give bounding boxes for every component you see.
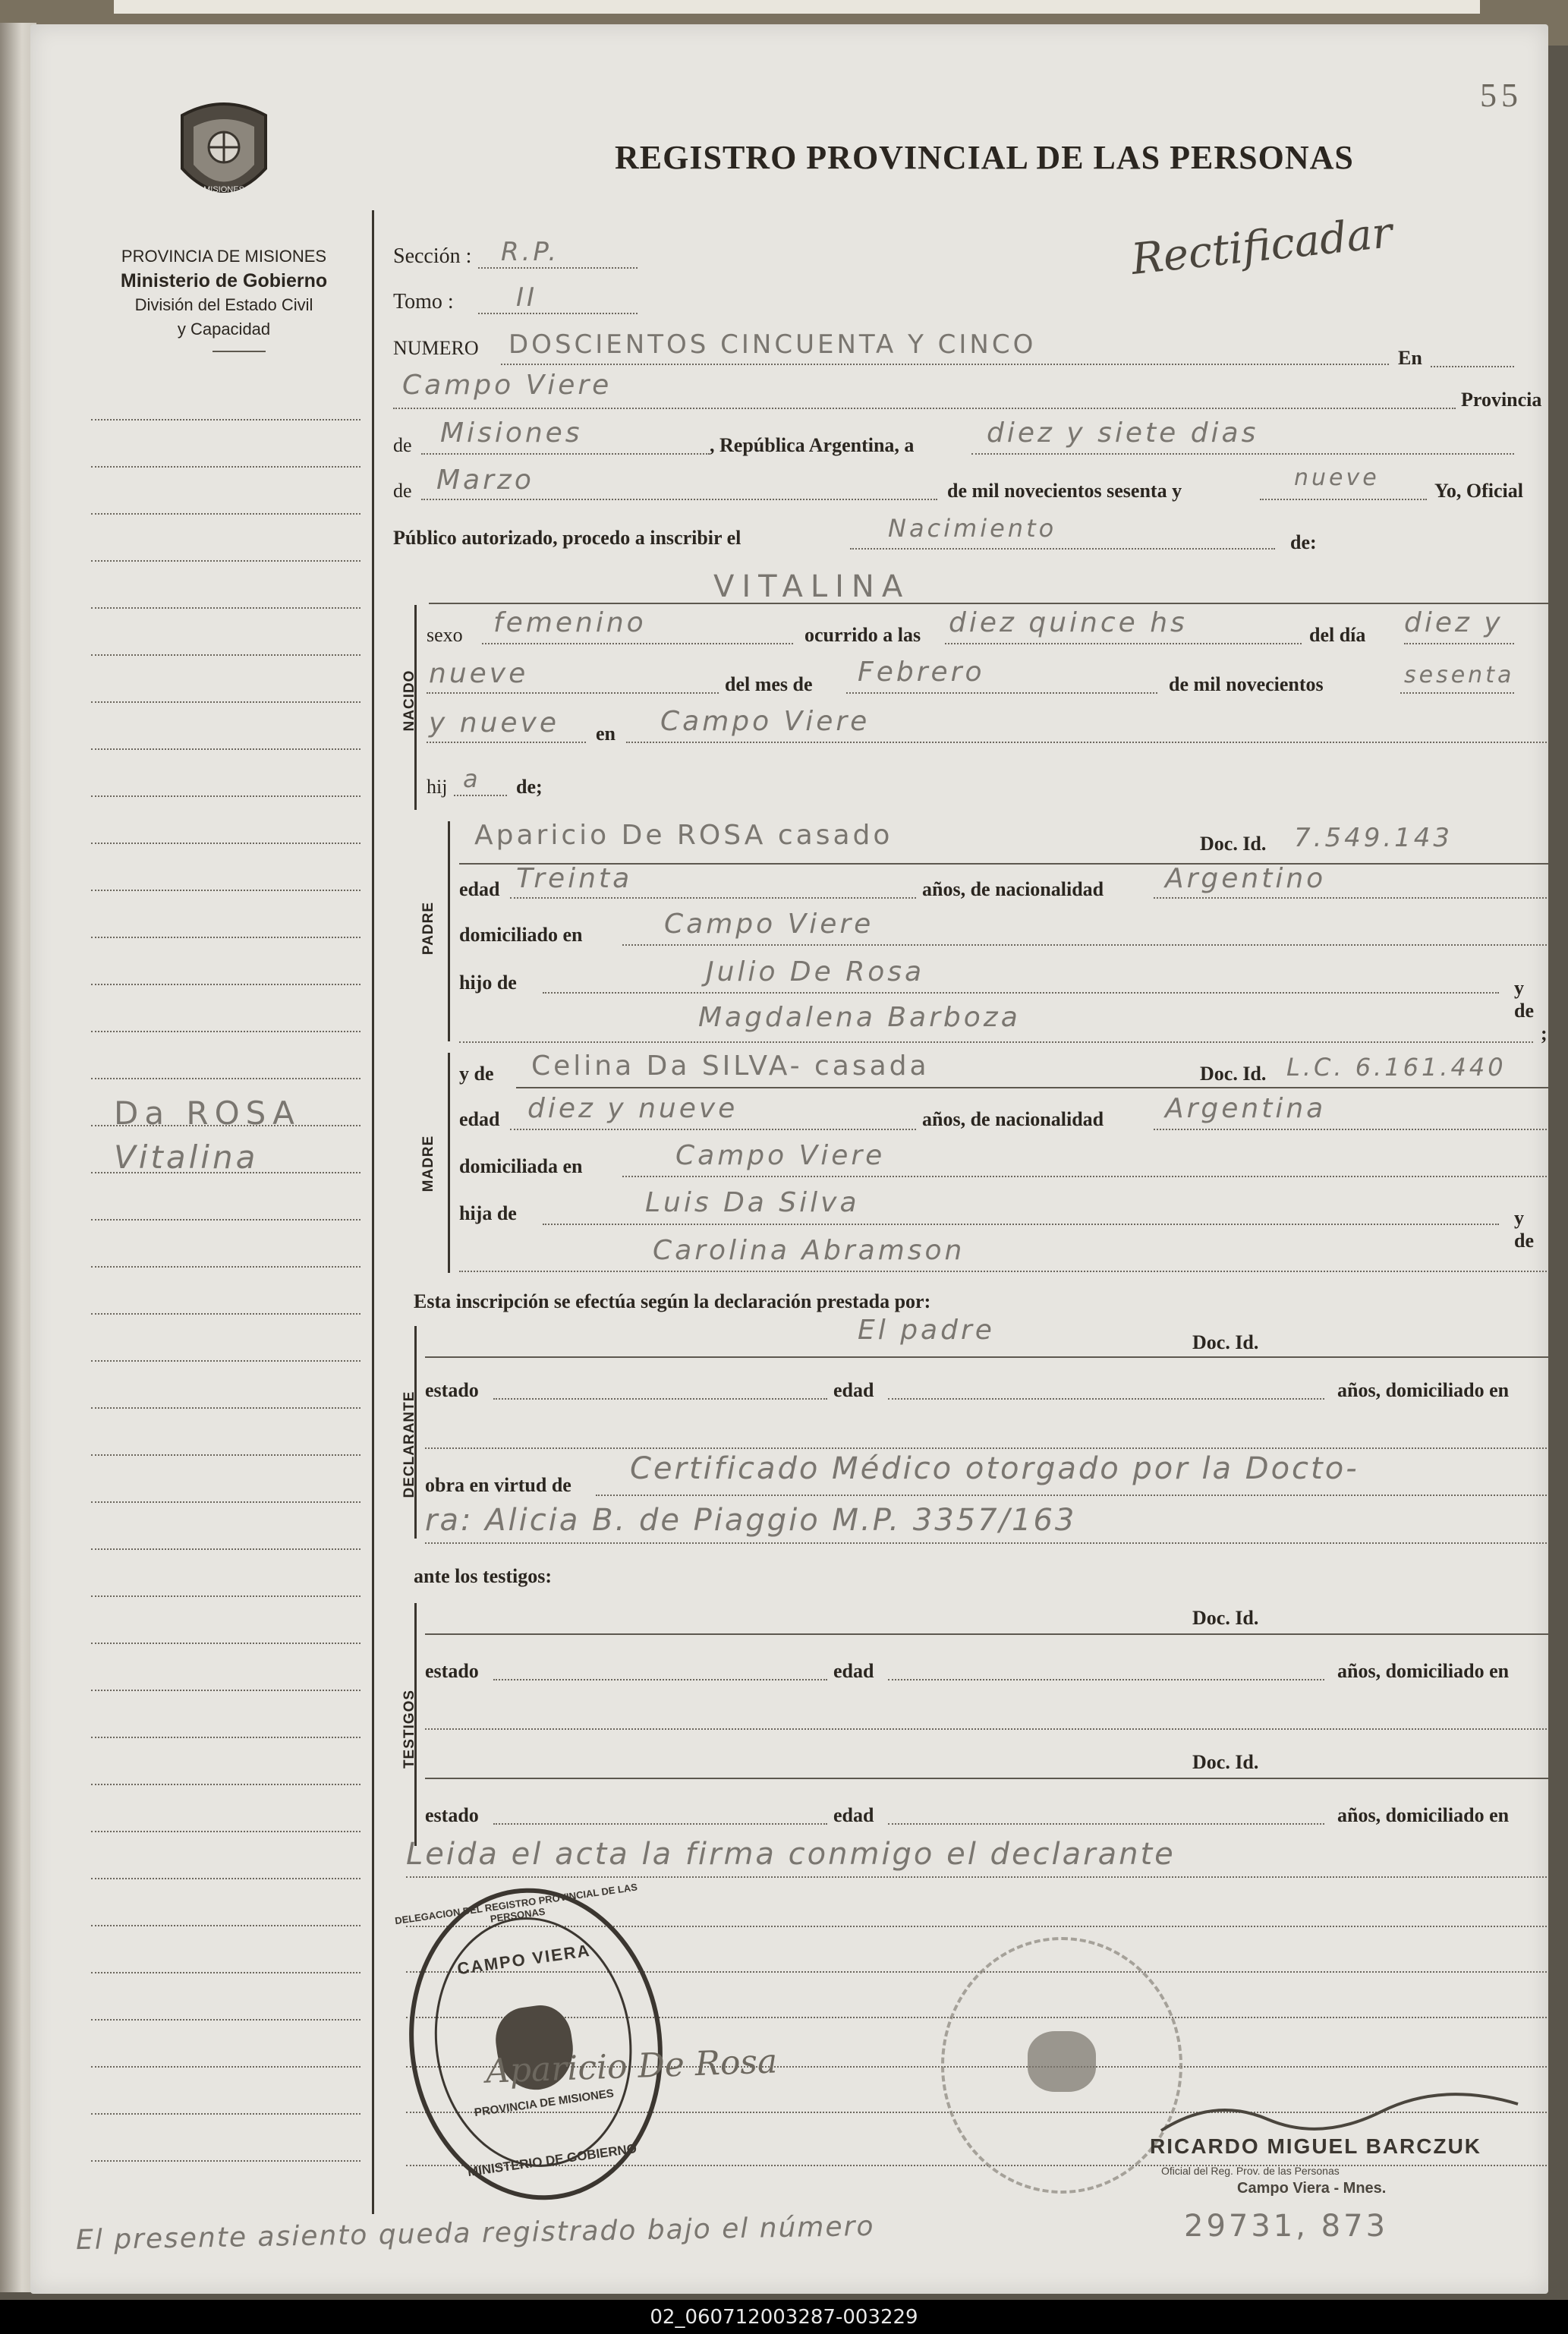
registered-name: VITALINA <box>713 569 911 604</box>
issuer-province: PROVINCIA DE MISIONES <box>121 247 327 266</box>
margin-ruled-line <box>91 419 361 420</box>
padre-nac-line <box>1154 897 1548 899</box>
declarante-doc-label: Doc. Id. <box>1188 1331 1263 1354</box>
official-faded-stamp <box>941 1937 1182 2194</box>
padre-semicolon: ; <box>1541 1022 1548 1044</box>
seccion-value: R.P. <box>501 237 560 267</box>
month-value: Marzo <box>436 465 534 496</box>
official-place: Campo Viera - Mnes. <box>1237 2180 1387 2197</box>
padre-edad-line <box>510 897 916 899</box>
dia-value-continued: nueve <box>429 658 529 689</box>
declarante-domicilio-line <box>425 1447 1548 1449</box>
madre-name-line <box>516 1087 1548 1088</box>
testigo2-edad-line <box>888 1823 1324 1825</box>
margin-ruled-line <box>91 1690 361 1691</box>
margin-given-name: Vitalina <box>114 1139 259 1176</box>
madre-nac-value: Argentina <box>1165 1093 1327 1124</box>
madre-anos-label: años, de nacionalidad <box>922 1108 1104 1130</box>
declarante-edad-label: edad <box>833 1379 874 1401</box>
padre-parent1-value: Julio De Rosa <box>706 956 925 987</box>
testigo2-estado-label: estado <box>425 1804 479 1826</box>
year-value: nueve <box>1294 465 1380 491</box>
obra-value-continued: ra: Alicia B. de Piaggio M.P. 3357/163 <box>425 1503 1077 1538</box>
padre-section-label: PADRE <box>420 901 436 956</box>
declarante-section-label: DECLARANTE <box>401 1391 417 1498</box>
closing-statement: Leida el acta la firma conmigo el declarante <box>406 1837 1176 1872</box>
madre-y-de-label: y de <box>459 1063 494 1085</box>
del-dia-label: del día <box>1309 624 1366 646</box>
margin-ruled-line <box>91 748 361 750</box>
margin-ruled-line <box>91 560 361 562</box>
testigo1-domicilio-line <box>425 1728 1548 1730</box>
margin-ruled-line <box>91 1831 361 1832</box>
margin-ruled-line <box>91 1501 361 1503</box>
padre-doc-label: Doc. Id. <box>1195 833 1270 855</box>
testigo2-doc-label: Doc. Id. <box>1188 1751 1263 1774</box>
dia-line-2 <box>427 692 719 694</box>
publico-label: Público autorizado, procedo a inscribir el <box>393 527 741 549</box>
obra-line <box>596 1495 1548 1496</box>
margin-ruled-line <box>91 1643 361 1644</box>
province-line <box>421 453 710 455</box>
day-line <box>971 453 1514 455</box>
numero-label: NUMERO <box>393 337 479 359</box>
madre-parent1-value: Luis Da Silva <box>645 1187 860 1218</box>
tomo-line <box>478 313 638 314</box>
margin-ruled-line <box>91 2113 361 2115</box>
issuer-block <box>99 244 349 342</box>
logo-text: MISIONES <box>203 185 244 194</box>
seal-ministry: MINISTERIO DE GOBIERNO <box>466 2140 638 2180</box>
padre-domicilio-line <box>622 944 1548 946</box>
margin-ruled-line <box>91 1219 361 1221</box>
nacido-mil-label: de mil novecientos <box>1169 673 1324 695</box>
margin-ruled-line <box>91 654 361 656</box>
margin-ruled-line <box>91 1595 361 1597</box>
margin-ruled-line <box>91 2019 361 2021</box>
madre-domicilio-line <box>622 1176 1548 1177</box>
footer-registration-number: 29731, 873 <box>1184 2209 1389 2244</box>
sexo-label: sexo <box>427 624 463 646</box>
seal-province: PROVINCIA DE MISIONES <box>473 2087 615 2120</box>
declarante-estado-line <box>493 1398 827 1400</box>
margin-ruled-line <box>91 1360 361 1362</box>
footer-registration-note: El presente asiento queda registrado bajo el número <box>75 2210 875 2257</box>
testigo2-edad-label: edad <box>833 1804 874 1826</box>
hora-line <box>945 643 1302 644</box>
en-label: En <box>1398 347 1422 369</box>
margin-ruled-line <box>91 1031 361 1032</box>
madre-parent2-value: Carolina Abramson <box>653 1235 965 1266</box>
place-line <box>393 408 1456 409</box>
madre-doc-value: L.C. 6.161.440 <box>1286 1053 1507 1082</box>
nacido-en-label: en <box>596 723 616 745</box>
declarante-edad-line <box>888 1398 1324 1400</box>
declarante-estado-label: estado <box>425 1379 479 1401</box>
page-title: REGISTRO PROVINCIAL DE LAS PERSONAS <box>615 139 1354 176</box>
obra-label: obra en virtud de <box>425 1474 571 1496</box>
declarante-anos-label: años, domiciliado en <box>1337 1379 1510 1401</box>
hijo-value: a <box>463 764 481 793</box>
margin-ruled-line <box>91 607 361 609</box>
testigo1-estado-line <box>493 1679 827 1680</box>
padre-domicilio-label: domiciliado en <box>459 924 583 946</box>
mes-value: Febrero <box>858 657 985 688</box>
padre-parent2-value: Magdalena Barboza <box>698 1002 1021 1033</box>
margin-ruled-line <box>91 1925 361 1926</box>
de-label: de <box>393 434 412 456</box>
madre-edad-line <box>510 1129 916 1130</box>
name-line <box>429 603 1548 604</box>
hijo-de-label: de; <box>516 776 543 798</box>
margin-ruled-line <box>91 466 361 468</box>
testigo1-edad-label: edad <box>833 1660 874 1682</box>
provincia-label: Provincia <box>1461 389 1542 411</box>
republica-label: , República Argentina, a <box>710 434 915 456</box>
tomo-value: II <box>516 282 538 313</box>
testigo1-estado-label: estado <box>425 1660 479 1682</box>
act-line <box>850 548 1275 550</box>
declarante-name-line <box>425 1356 1548 1358</box>
margin-ruled-line <box>91 1266 361 1268</box>
madre-domicilio-label: domiciliada en <box>459 1155 583 1177</box>
padre-edad-value: Treinta <box>516 863 633 894</box>
testigo2-estado-line <box>493 1823 827 1825</box>
madre-parent2-line <box>459 1271 1548 1272</box>
dia-value: diez y <box>1404 607 1503 638</box>
previous-page-edge <box>114 0 1480 14</box>
lugar-line <box>626 742 1548 743</box>
official-name: RICARDO MIGUEL BARCZUK <box>1150 2134 1482 2158</box>
madre-nac-line <box>1154 1129 1548 1130</box>
nacido-section-label: NACIDO <box>401 669 417 732</box>
padre-nac-value: Argentino <box>1165 863 1327 894</box>
margin-ruled-line <box>91 890 361 891</box>
act-value: Nacimiento <box>888 514 1057 543</box>
numero-value: DOSCIENTOS CINCUENTA Y CINCO <box>508 329 1037 360</box>
dia-line <box>1404 643 1514 644</box>
margin-ruled-line <box>91 1737 361 1738</box>
image-id-label: 02_060712003287-003229 <box>650 2306 918 2329</box>
obra-line-2 <box>425 1542 1548 1544</box>
year-line <box>1260 499 1427 500</box>
testigo1-edad-line <box>888 1679 1324 1680</box>
margin-ruled-line <box>91 1407 361 1409</box>
numero-line <box>501 364 1389 365</box>
margin-ruled-line <box>91 1454 361 1456</box>
page-number: 55 <box>1480 77 1522 114</box>
hijo-line <box>454 795 507 796</box>
nacido-year-continued: y nueve <box>429 707 559 739</box>
obra-value: Certificado Médico otorgado por la Docto- <box>630 1451 1359 1486</box>
padre-name-value: Aparicio De ROSA casado <box>474 820 893 851</box>
declarante-intro: Esta inscripción se efectúa según la declaración prestada por: <box>414 1290 931 1312</box>
province-value: Misiones <box>440 417 583 449</box>
margin-ruled-line <box>91 1878 361 1879</box>
declarant-signature: Aparicio De Rosa <box>485 2042 778 2091</box>
de3-label: de: <box>1290 531 1317 553</box>
nacido-year-line-2 <box>427 742 586 743</box>
margin-ruled-line <box>91 1078 361 1079</box>
padre-y-de-label: y de <box>1514 977 1534 1022</box>
margin-ruled-line <box>91 984 361 985</box>
testigo2-name-line <box>425 1778 1548 1779</box>
padre-anos-label: años, de nacionalidad <box>922 878 1104 900</box>
del-mes-label: del mes de <box>725 673 813 695</box>
margin-ruled-line <box>91 2160 361 2162</box>
hijo-label: hij <box>427 776 448 798</box>
ocurrido-label: ocurrido a las <box>804 624 921 646</box>
yo-label: Yo, Oficial <box>1434 480 1523 502</box>
mes-line <box>846 692 1157 694</box>
rectification-annotation: Rectificadar <box>1129 208 1395 285</box>
margin-surname: Da ROSA <box>114 1095 301 1132</box>
margin-ruled-line <box>91 1313 361 1315</box>
margin-ruled-line <box>91 1784 361 1785</box>
margin-ruled-line <box>91 843 361 844</box>
seccion-line <box>478 267 638 269</box>
margin-ruled-line <box>91 1972 361 1973</box>
madre-doc-label: Doc. Id. <box>1195 1063 1270 1085</box>
margin-ruled-line <box>91 701 361 703</box>
faded-stamp-center <box>1028 2031 1096 2092</box>
day-value: diez y siete dias <box>987 417 1259 449</box>
testigo1-doc-label: Doc. Id. <box>1188 1607 1263 1630</box>
tomo-label: Tomo : <box>393 290 454 313</box>
madre-section-label: MADRE <box>420 1135 436 1192</box>
register-page <box>30 24 1548 2294</box>
madre-edad-value: diez y nueve <box>527 1093 738 1124</box>
padre-domicilio-value: Campo Viere <box>664 909 874 940</box>
padre-hijo-de-label: hijo de <box>459 972 517 994</box>
closing-line-1 <box>406 1876 1548 1878</box>
en-line <box>1431 366 1514 367</box>
testigo2-anos-label: años, domiciliado en <box>1337 1804 1510 1826</box>
margin-ruled-line <box>91 1548 361 1550</box>
padre-bracket <box>448 821 450 1041</box>
padre-parent2-line <box>459 1041 1533 1043</box>
nacido-year-value: sesenta <box>1404 662 1515 688</box>
issuer-underline <box>213 351 266 352</box>
testigo1-name-line <box>425 1633 1548 1635</box>
mil-label: de mil novecientos sesenta y <box>947 480 1182 502</box>
nacido-year-line <box>1400 692 1514 694</box>
main-divider <box>372 210 374 2214</box>
padre-doc-value: 7.549.143 <box>1294 823 1453 853</box>
official-title: Oficial del Reg. Prov. de las Personas <box>1161 2165 1340 2177</box>
margin-ruled-line <box>91 795 361 797</box>
declarante-name-value: El padre <box>858 1315 995 1346</box>
margin-ruled-line <box>91 937 361 938</box>
padre-parent1-line <box>543 992 1499 994</box>
madre-parent1-line <box>543 1224 1499 1225</box>
sexo-line <box>482 643 793 644</box>
hora-value: diez quince hs <box>949 607 1188 638</box>
madre-name-value: Celina Da SILVA- casada <box>531 1050 930 1082</box>
image-caption-bar <box>0 2300 1568 2334</box>
issuer-capacity: y Capacidad <box>177 320 271 339</box>
padre-edad-label: edad <box>459 878 500 900</box>
coat-of-arms-logo <box>175 100 273 214</box>
testigo1-anos-label: años, domiciliado en <box>1337 1660 1510 1682</box>
margin-ruled-line <box>91 2066 361 2068</box>
de2-label: de <box>393 480 412 502</box>
madre-hija-de-label: hija de <box>459 1202 517 1224</box>
issuer-ministry: Ministerio de Gobierno <box>120 270 328 291</box>
madre-bracket <box>448 1053 450 1273</box>
margin-ruled-line <box>91 513 361 515</box>
sexo-value: femenino <box>493 607 647 638</box>
madre-edad-label: edad <box>459 1108 500 1130</box>
testigos-section-label: TESTIGOS <box>401 1689 417 1769</box>
issuer-division: División del Estado Civil <box>134 295 313 314</box>
seal-outer-text: DELEGACION DEL REGISTRO PROVINCIAL DE LAS PERSONAS <box>394 1881 638 1927</box>
lugar-value: Campo Viere <box>660 706 871 737</box>
seccion-label: Sección : <box>393 244 472 268</box>
testigos-intro: ante los testigos: <box>414 1565 552 1587</box>
madre-y-de-label-2: y de <box>1514 1207 1534 1252</box>
seal-campo-viera: CAMPO VIERA <box>455 1940 592 1979</box>
month-line <box>421 499 937 500</box>
place-value: Campo Viere <box>402 370 612 401</box>
madre-domicilio-value: Campo Viere <box>675 1140 886 1171</box>
